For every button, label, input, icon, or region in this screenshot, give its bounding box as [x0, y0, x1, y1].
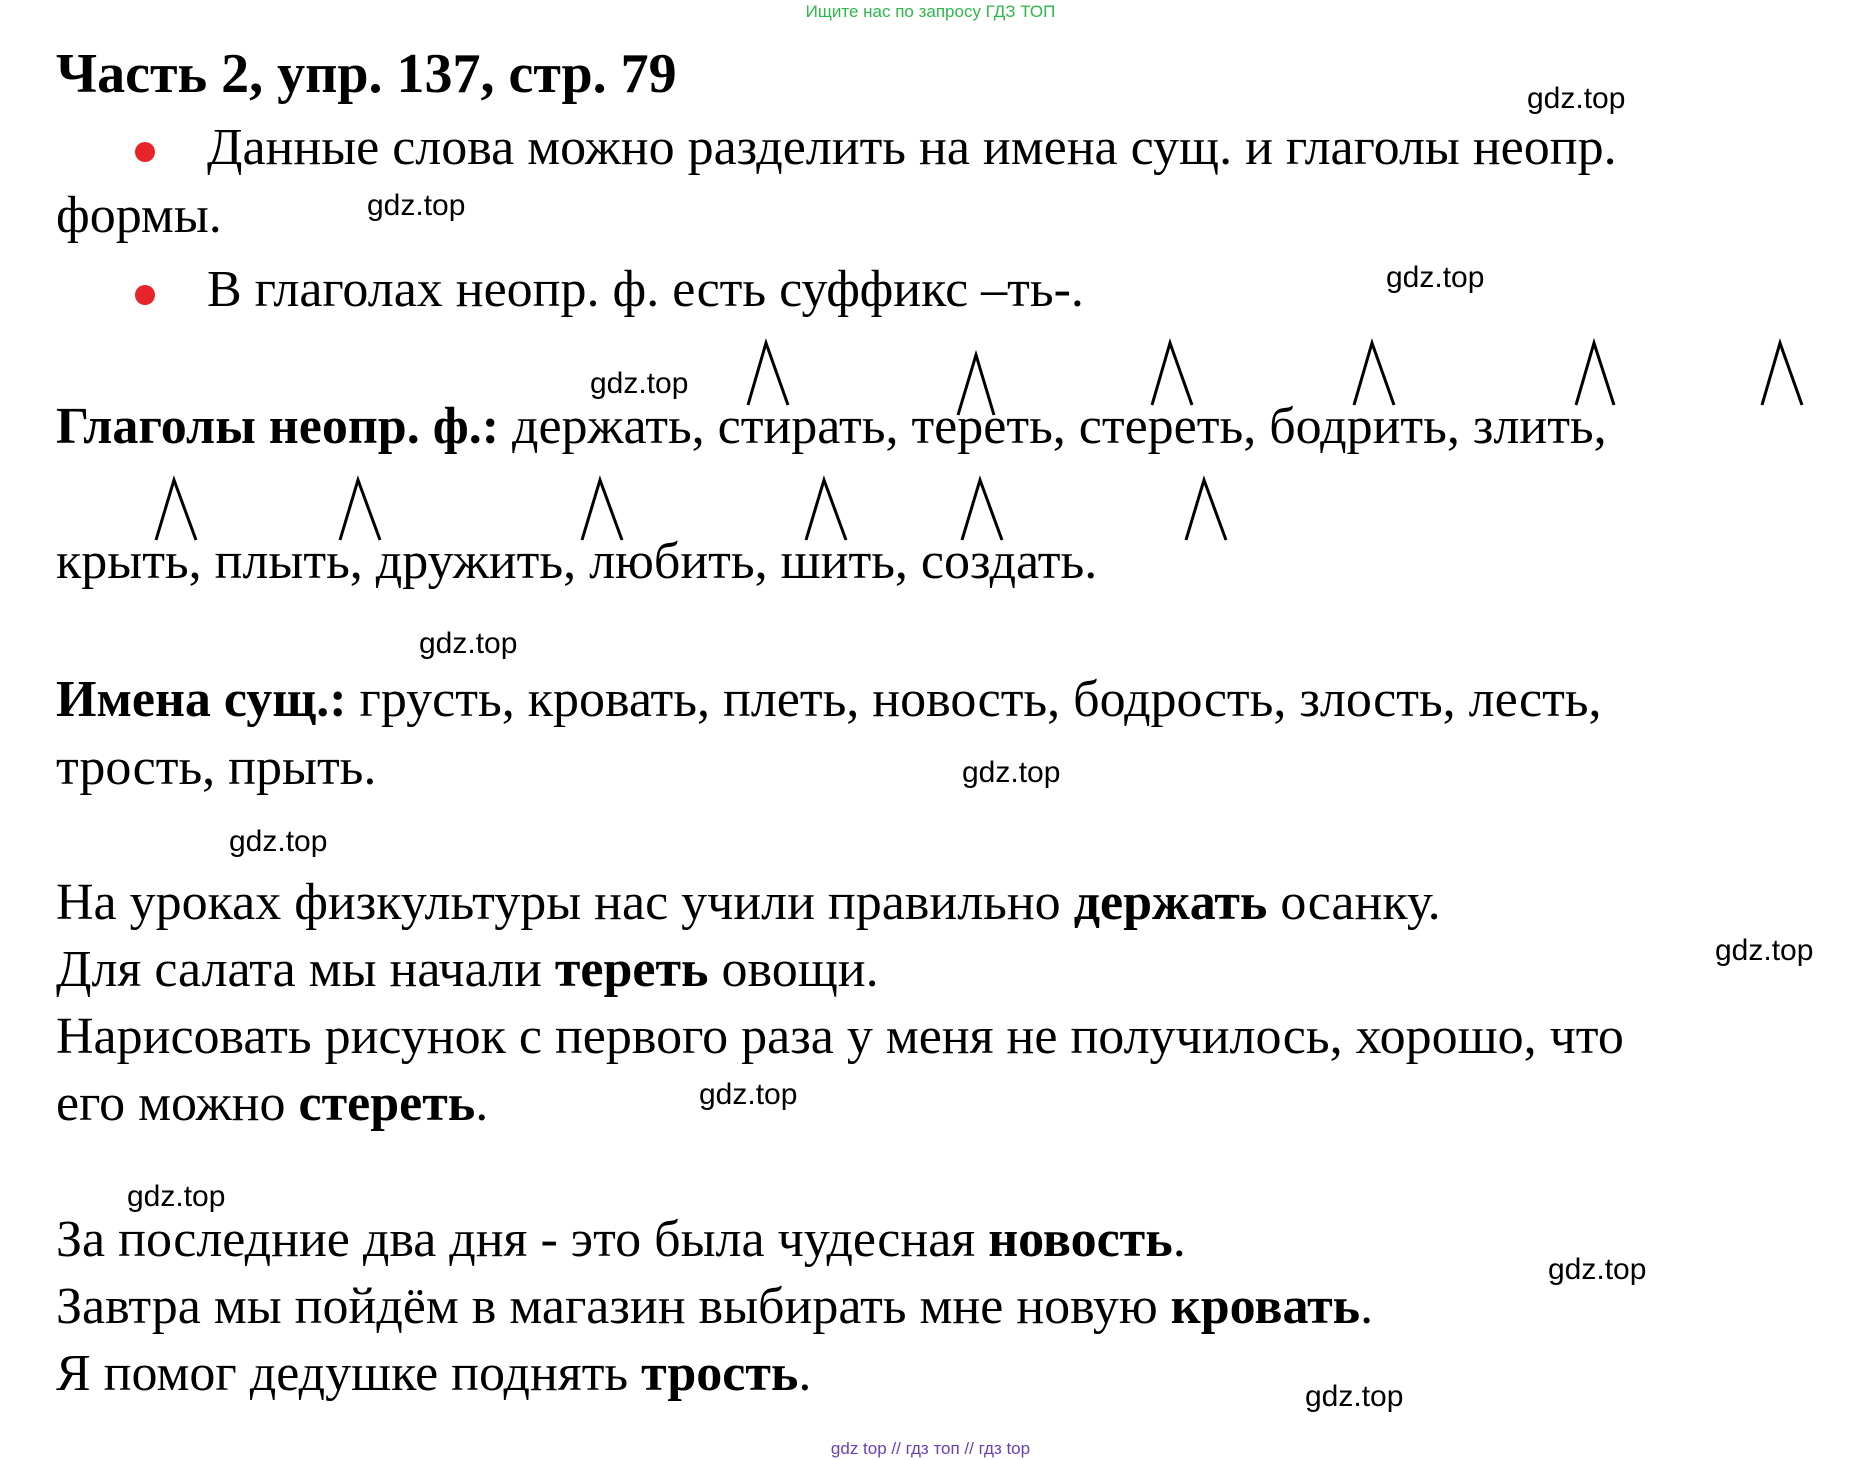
suffix-arc-icon — [156, 480, 196, 540]
nouns-list: грусть, кровать, плеть, новость, бодрость, злость, лесть, — [359, 671, 1602, 728]
sentence-continuation: его можно стереть. — [56, 1075, 489, 1132]
suffix-arc-icon — [1762, 343, 1802, 405]
sentence: За последние два дня - это была чудесная новость. — [56, 1211, 1186, 1268]
watermark: gdz.top — [127, 1180, 226, 1213]
nouns-line — [56, 670, 1602, 729]
watermark: gdz.top — [1548, 1253, 1647, 1286]
bullet-dot-icon — [135, 285, 155, 305]
bullet-text-continuation: формы. — [56, 187, 222, 244]
verbs-list-continuation: крыть, плыть, дружить, любить, шить, создать. — [56, 533, 1098, 590]
verbs-label: Глаголы неопр. ф.: — [56, 398, 500, 455]
suffix-arc-icon — [1576, 343, 1614, 405]
suffix-arc-icon — [1186, 480, 1226, 540]
bullet-text: Данные слова можно разделить на имена сущ. и глаголы неопр. — [207, 119, 1617, 176]
suffix-arc-icon — [806, 480, 846, 540]
nouns-label: Имена сущ.: — [56, 671, 347, 728]
highlighted-word: тереть — [554, 941, 709, 998]
footer-links[interactable]: gdz top // гдз топ // гдз top — [830, 1439, 1031, 1458]
bullet-dot-icon — [135, 142, 155, 162]
watermark: gdz.top — [699, 1078, 798, 1111]
highlighted-word: держать — [1073, 874, 1268, 931]
watermark: gdz.top — [590, 367, 689, 400]
sentence: Я помог дедушке поднять трость. — [56, 1345, 812, 1402]
verbs-list: держать, стирать, тереть, стереть, бодрить, злить, — [512, 398, 1607, 455]
watermark: gdz.top — [1305, 1380, 1404, 1413]
top-banner: Ищите нас по запросу ГДЗ ТОП — [805, 2, 1056, 21]
highlighted-word: трость — [641, 1345, 799, 1402]
sentence: Нарисовать рисунок с первого раза у меня не получилось, хорошо, что — [56, 1008, 1624, 1065]
watermark: gdz.top — [1527, 82, 1626, 115]
sentence: На уроках физкультуры нас учили правильно держать осанку. — [56, 874, 1441, 931]
highlighted-word: кровать — [1170, 1278, 1361, 1335]
watermark: gdz.top — [1715, 934, 1814, 967]
verbs-line — [56, 397, 1607, 456]
suffix-arc-icon — [582, 480, 622, 540]
suffix-arc-icon — [1354, 343, 1394, 405]
highlighted-word: новость — [988, 1211, 1173, 1268]
suffix-arc-icon — [340, 480, 380, 540]
highlighted-word: стереть — [298, 1075, 476, 1132]
watermark: gdz.top — [1386, 261, 1485, 294]
watermark: gdz.top — [229, 825, 328, 858]
watermark: gdz.top — [367, 189, 466, 222]
watermark: gdz.top — [962, 756, 1061, 789]
sentence: Для салата мы начали тереть овощи. — [56, 941, 879, 998]
suffix-arc-icon — [1152, 343, 1192, 405]
nouns-list-continuation: трость, прыть. — [56, 739, 377, 796]
watermark: gdz.top — [419, 627, 518, 660]
bullet-text: В глаголах неопр. ф. есть суффикс –ть-. — [207, 261, 1084, 318]
suffix-arc-icon — [962, 480, 1002, 540]
suffix-arc-icon — [748, 343, 788, 405]
sentence: Завтра мы пойдём в магазин выбирать мне новую кровать. — [56, 1278, 1374, 1335]
page-title: Часть 2, упр. 137, стр. 79 — [56, 43, 677, 105]
